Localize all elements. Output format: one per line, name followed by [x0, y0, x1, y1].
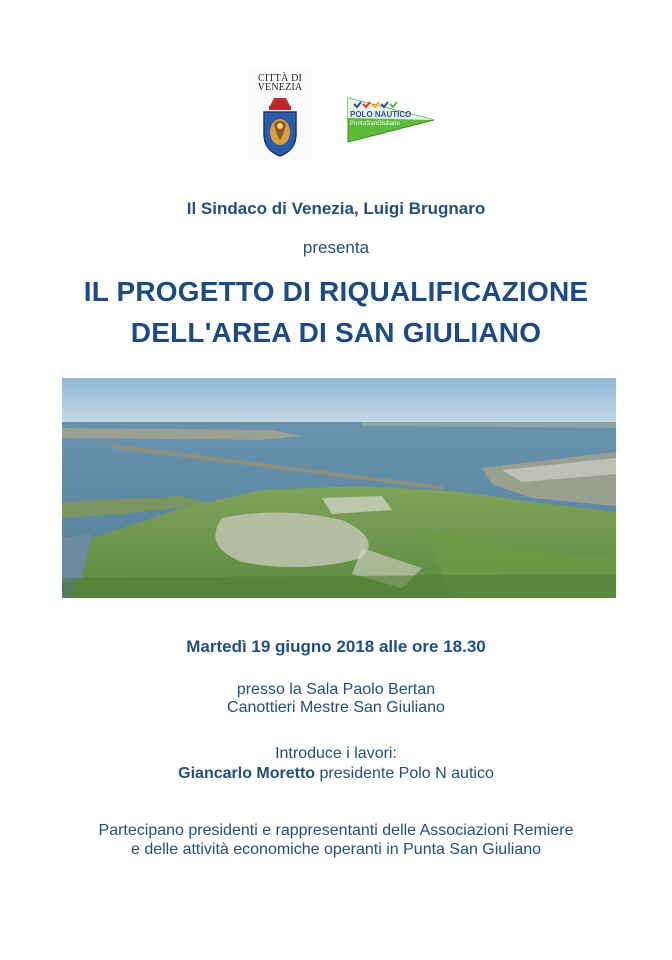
aerial-photo-san-giuliano	[62, 378, 616, 598]
participants-line-1: Partecipano presidenti e rappresentanti delle Associazioni Remiere	[98, 822, 574, 839]
citta-di-venezia-logo	[248, 68, 312, 160]
intro-label: Introduce i lavori:	[275, 745, 397, 762]
venezia-logo-line2: VENEZIA	[257, 82, 303, 93]
speaker-name: Giancarlo Moretto	[178, 765, 316, 782]
polo-nautico-pennant-icon	[346, 90, 438, 150]
sindaco-heading: Il Sindaco di Venezia, Luigi Brugnaro	[186, 199, 486, 218]
intro-speaker	[0, 765, 672, 783]
event-date-time: Martedì 19 giugno 2018 alle ore 18.30	[186, 637, 486, 656]
participants-line-2: e delle attività economiche operanti in Punta San Giuliano	[130, 841, 542, 858]
venezia-shield-icon	[260, 94, 300, 158]
venue-line-1: presso la Sala Paolo Bertan	[236, 681, 436, 698]
speaker-role: presidente Polo N autico	[315, 765, 494, 782]
polo-logo-subtitle: PuntaSanGiuliano	[350, 121, 400, 127]
venue-line-2: Canottieri Mestre San Giuliano	[227, 699, 445, 716]
title-line-1: IL PROGETTO DI RIQUALIFICAZIONE	[83, 276, 589, 307]
presenta-text: presenta	[302, 238, 370, 257]
logos-row	[0, 68, 672, 164]
venezia-logo-line1: CITTÀ DI	[257, 73, 303, 84]
polo-logo-name: POLO NAUTICO	[350, 110, 412, 119]
title-line-2: DELL'AREA DI SAN GIULIANO	[130, 317, 542, 348]
polo-nautico-logo	[346, 90, 438, 150]
